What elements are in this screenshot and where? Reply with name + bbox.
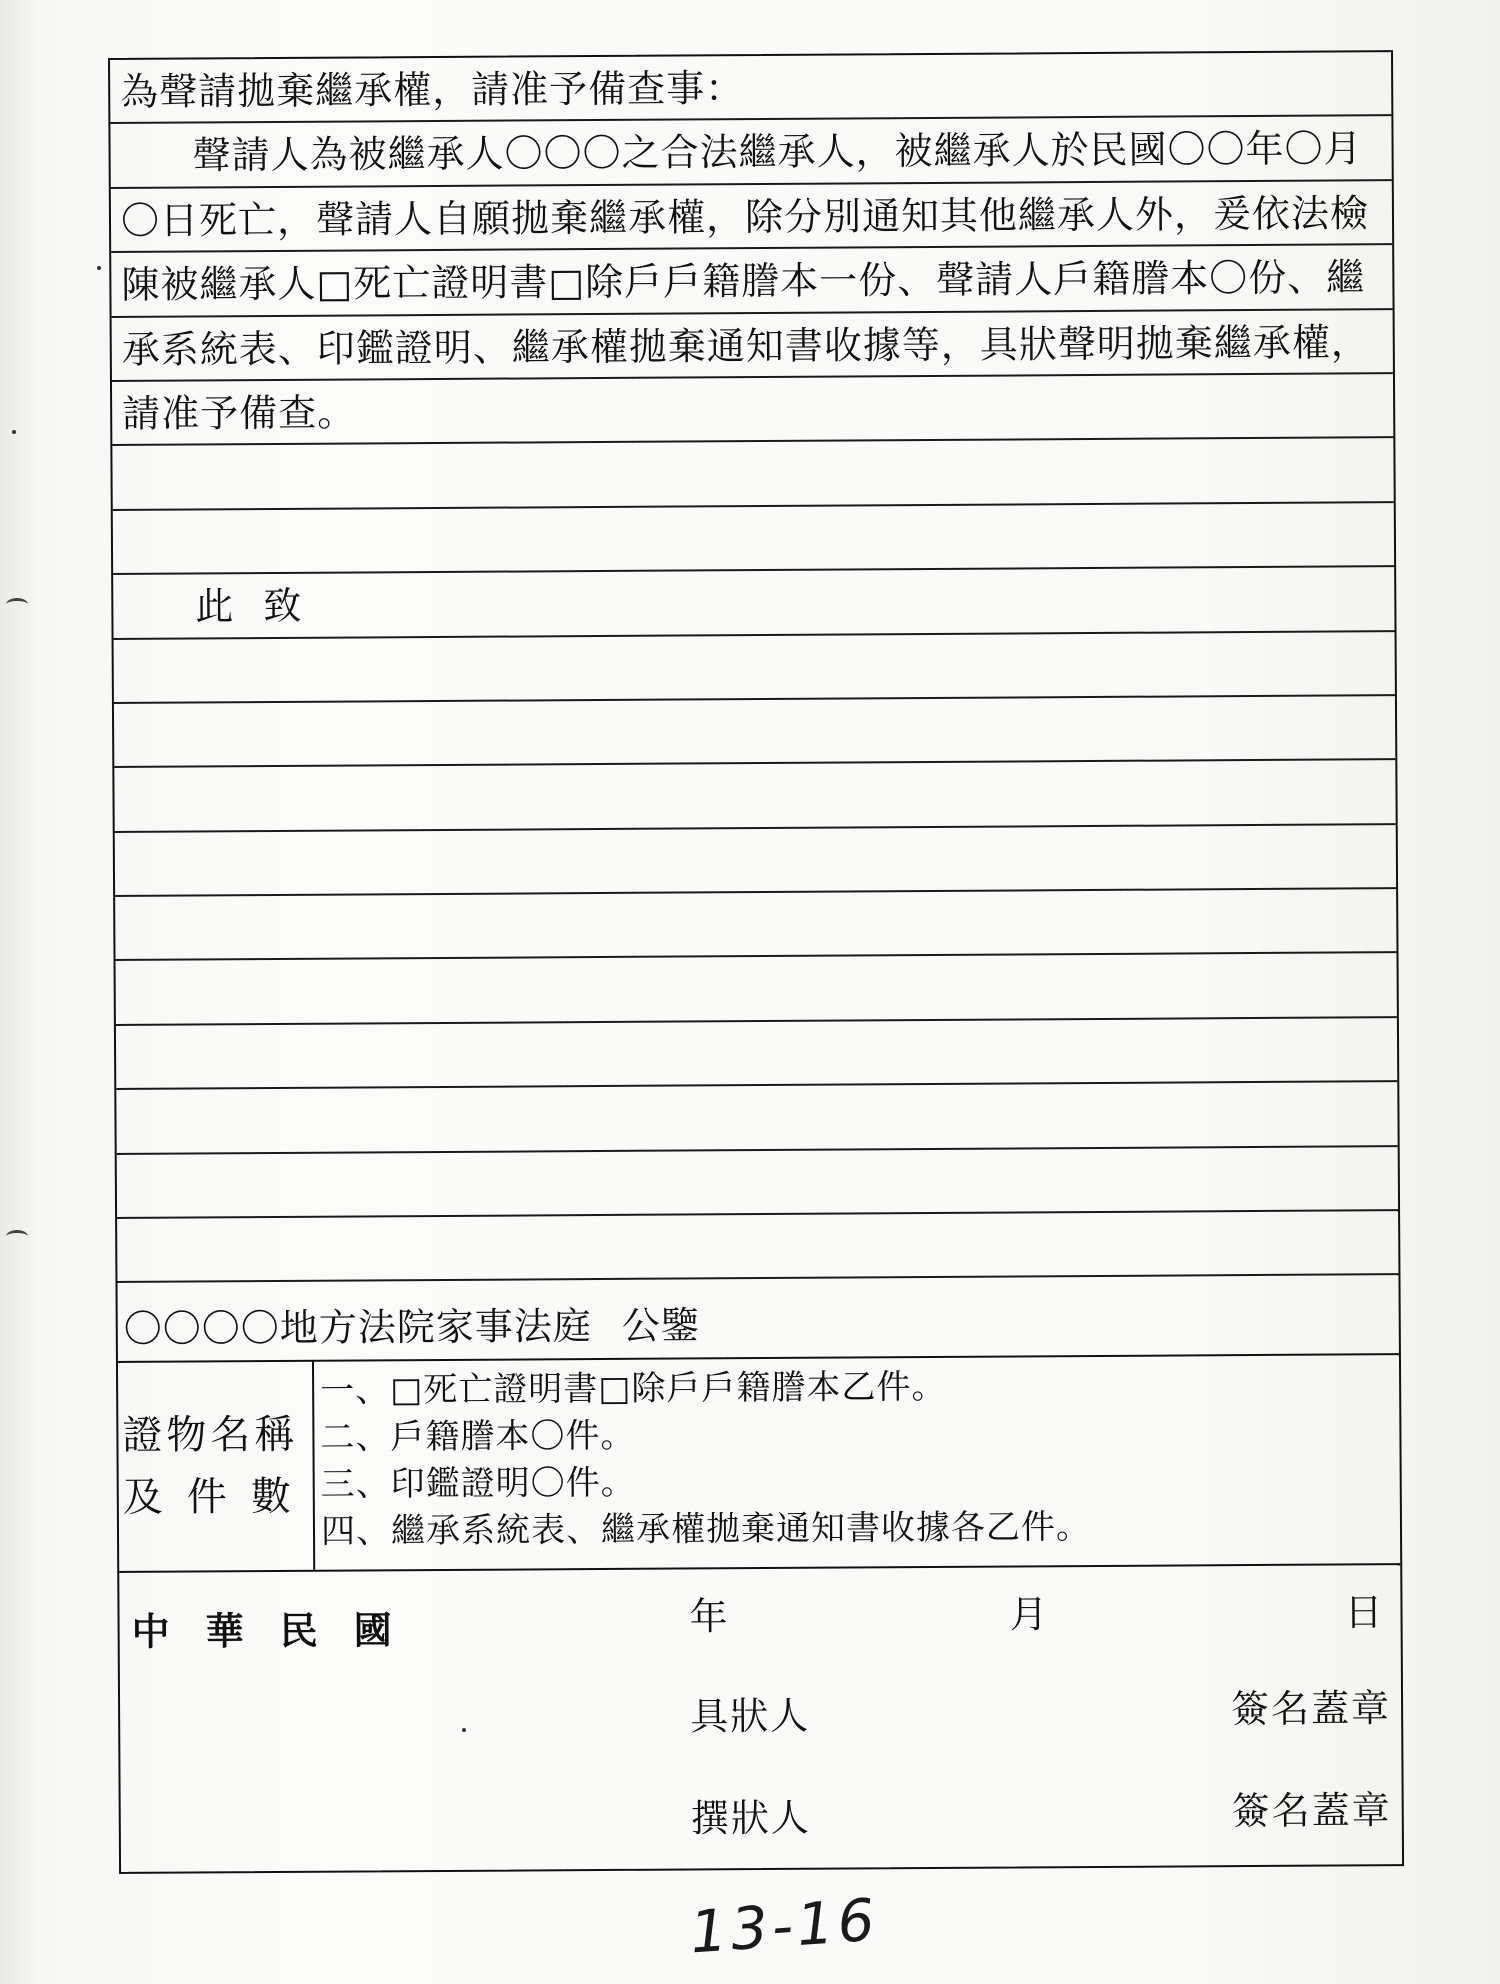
evidence-section xyxy=(118,1355,1400,1573)
filer-seal-label: 簽名蓋章 xyxy=(1230,1686,1392,1732)
form-line xyxy=(115,889,1396,961)
form-line: 〇日死亡，聲請人自願拋棄繼承權，除分別通知其他繼承人外，爰依法檢 xyxy=(111,181,1392,253)
court-suffix: 公鑒 xyxy=(621,1303,700,1348)
evidence-item: 二、戶籍謄本〇件。 xyxy=(320,1415,636,1458)
form-line xyxy=(114,760,1395,832)
month-label: 月 xyxy=(1009,1592,1048,1637)
form-line xyxy=(112,438,1393,510)
form-line xyxy=(117,1211,1398,1283)
form-line xyxy=(115,825,1396,897)
evidence-label xyxy=(118,1362,315,1571)
evidence-label-line2: 及件數 xyxy=(122,1473,315,1521)
form-line xyxy=(117,1147,1398,1219)
court-row xyxy=(118,1289,1399,1363)
evidence-item: 一、□死亡證明書□除戶戶籍謄本乙件。 xyxy=(320,1366,947,1411)
year-label: 年 xyxy=(689,1594,728,1639)
handwritten-page-number: 13-16 xyxy=(687,1885,881,1967)
date-signature-area xyxy=(119,1565,1402,1876)
form-line-heading: 為聲請拋棄繼承權，請准予備查事： xyxy=(110,52,1391,124)
form-line: 請准予備查。 xyxy=(112,374,1393,446)
ruled-text-area xyxy=(110,52,1398,1283)
day-label: 日 xyxy=(1344,1590,1383,1635)
form-line: 承系統表、印鑑證明、繼承權拋棄通知書收據等，具狀聲明拋棄繼承權， xyxy=(112,310,1393,382)
filer-label: 具狀人 xyxy=(690,1693,811,1739)
drafter-label: 撰狀人 xyxy=(690,1795,811,1841)
evidence-label-line1: 證物名稱 xyxy=(122,1411,299,1459)
binder-hole-mark xyxy=(6,598,28,611)
petition-form xyxy=(108,50,1404,1874)
form-line xyxy=(113,503,1394,575)
form-line: 陳被繼承人□死亡證明書□除戶戶籍謄本一份、聲請人戶籍謄本〇份、繼 xyxy=(111,245,1392,317)
evidence-item: 三、印鑑證明〇件。 xyxy=(320,1462,636,1505)
drafter-seal-label: 簽名蓋章 xyxy=(1231,1788,1392,1834)
form-line xyxy=(114,632,1395,704)
evidence-item: 四、繼承系統表、繼承權拋棄通知書收據各乙件。 xyxy=(320,1507,1092,1552)
court-name: 〇〇〇〇地方法院家事法庭 xyxy=(123,1304,592,1351)
evidence-items xyxy=(314,1355,1400,1570)
form-line xyxy=(114,696,1395,768)
speck xyxy=(97,266,101,270)
era-label: 中華民國 xyxy=(131,1607,428,1654)
binder-hole-mark xyxy=(6,1230,28,1243)
form-line xyxy=(116,954,1397,1026)
speck xyxy=(12,430,16,434)
form-line: 聲請人為被繼承人〇〇〇之合法繼承人，被繼承人於民國〇〇年〇月 xyxy=(110,117,1391,189)
form-line xyxy=(116,1018,1397,1090)
salutation: 此致 xyxy=(113,567,1394,639)
form-line xyxy=(116,1082,1397,1154)
